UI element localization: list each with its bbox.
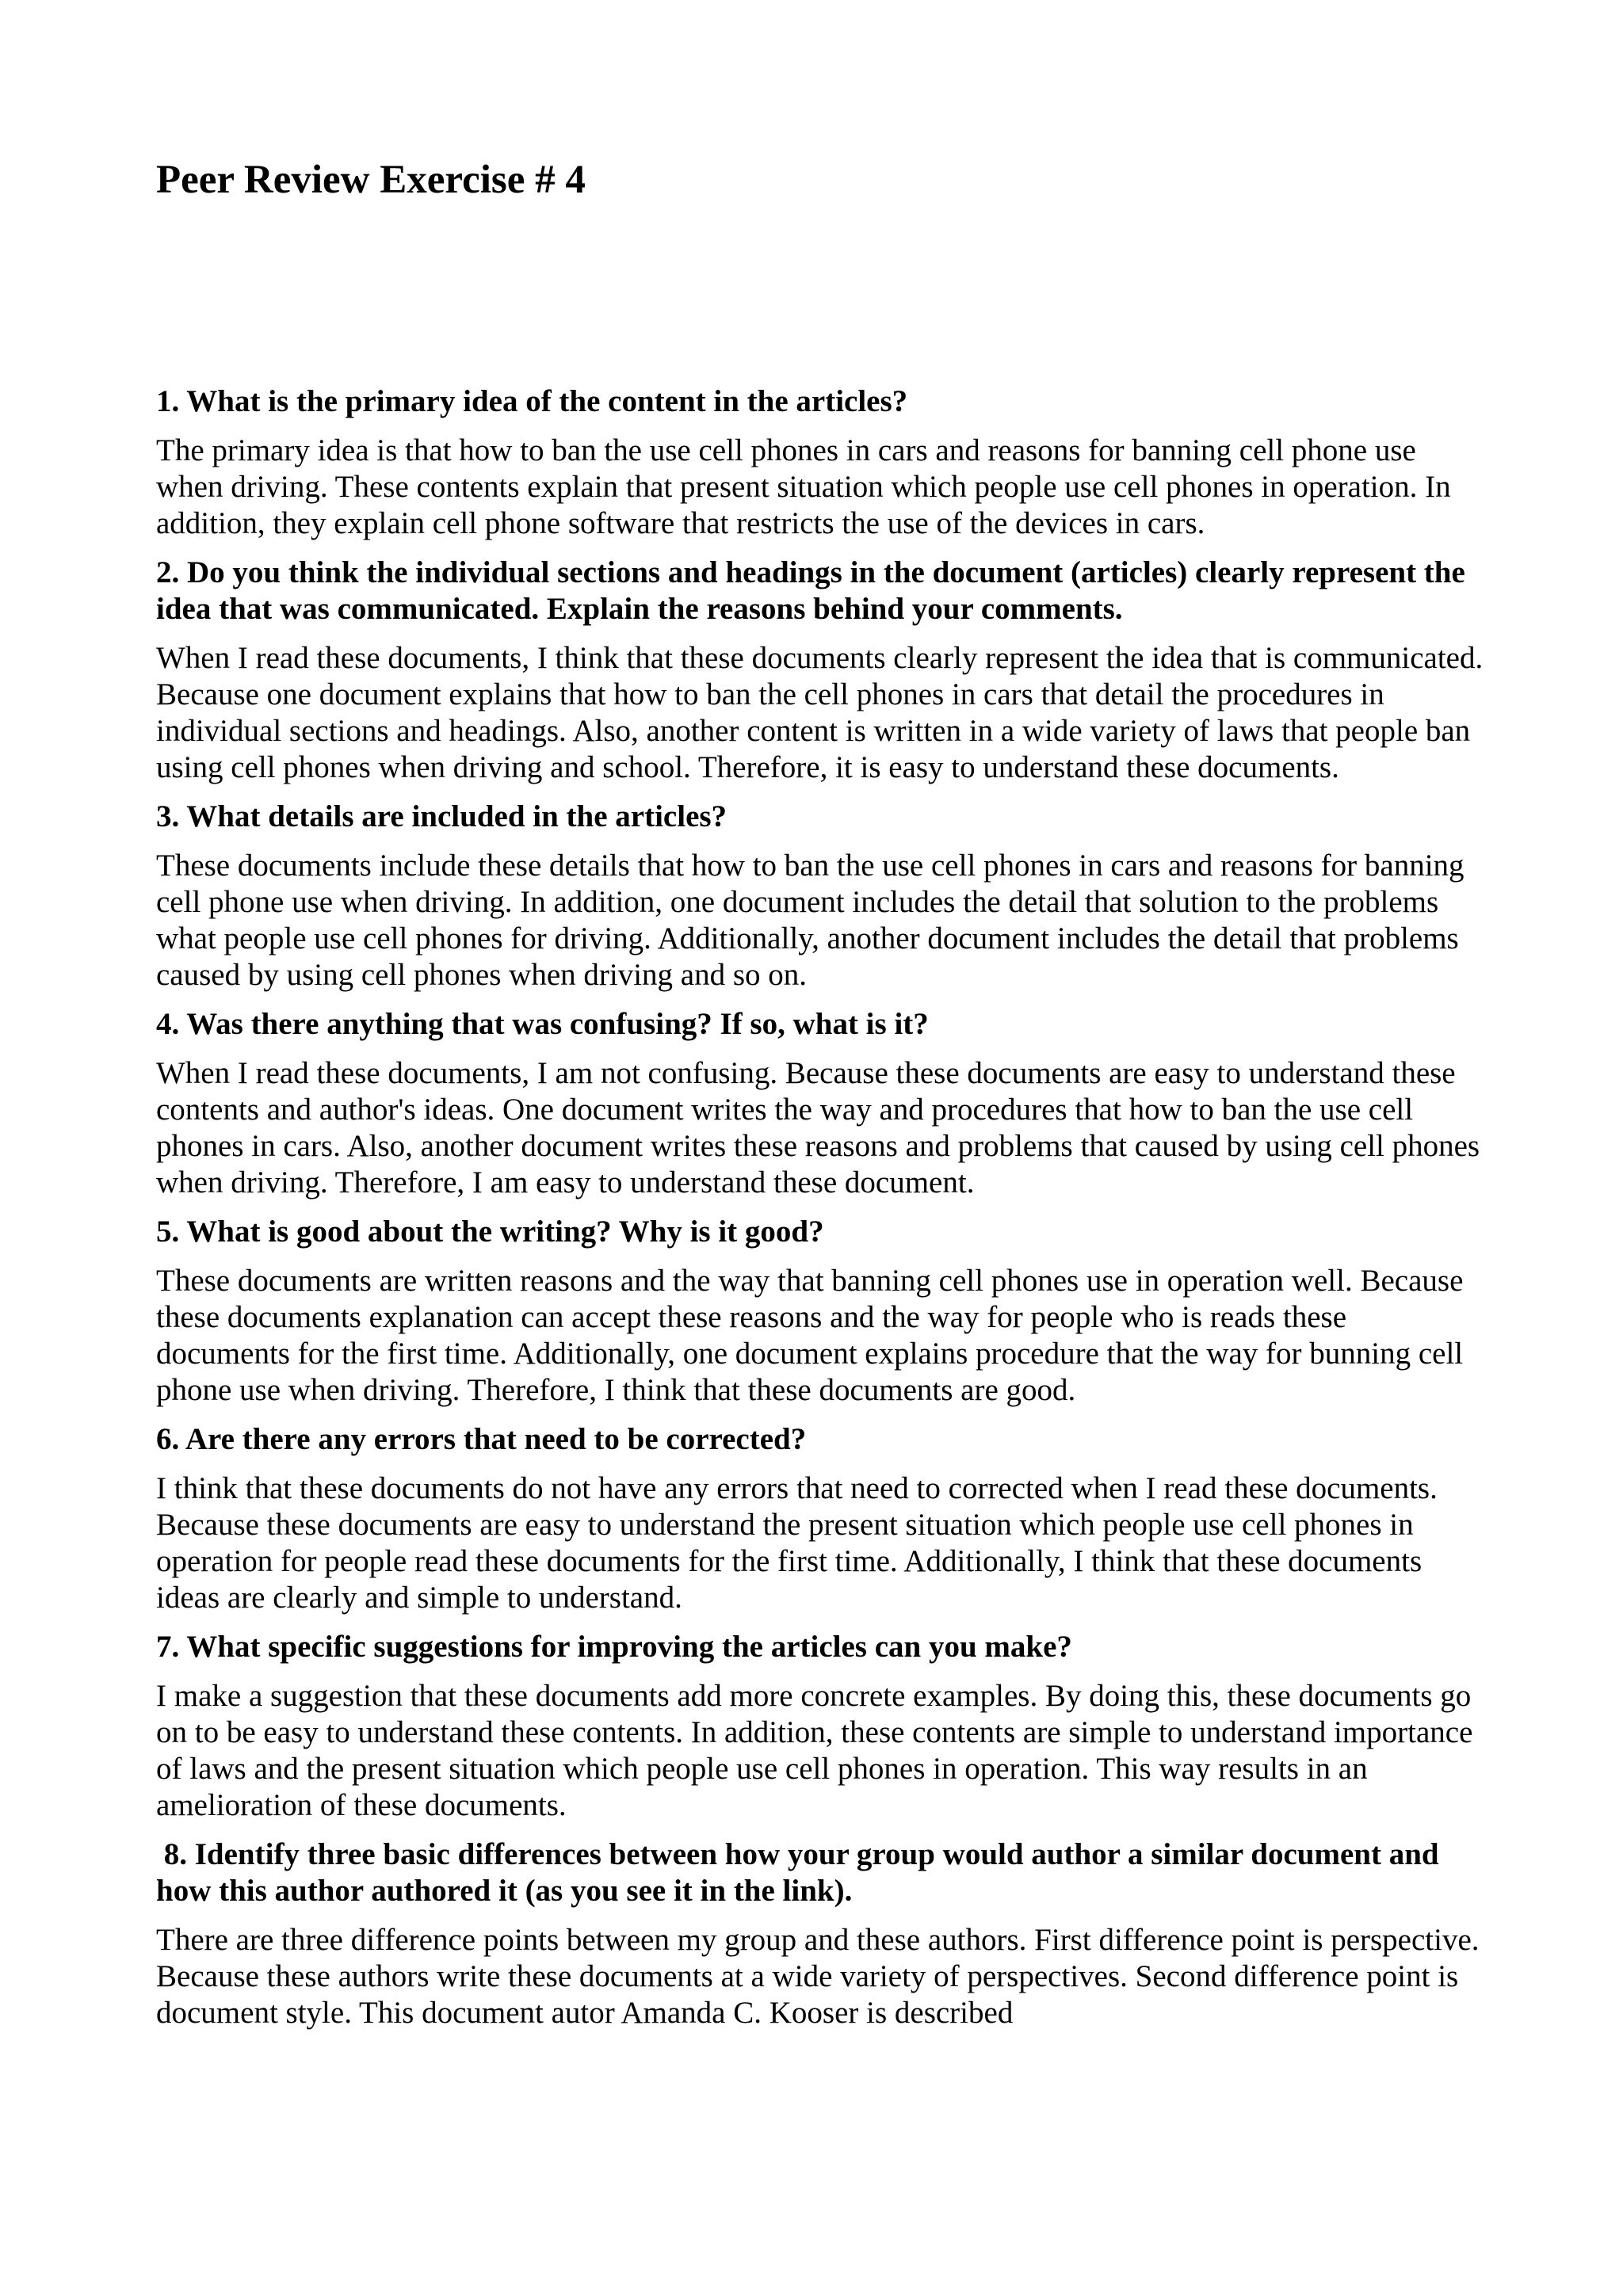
answer-1: The primary idea is that how to ban the use cell phones in cars and reasons for banning cell phone use when driving. These contents explain that present situation which people use cell phones in operation. In addition, they explain cell phone software that restricts the use of the devices in cars. (156, 433, 1451, 540)
answer-7: I make a suggestion that these documents add more concrete examples. By doing this, these documents go on to be easy to understand these contents. In addition, these contents are simple to understand importance of laws and the present situation which people use cell phones in operation. This way results in an amelioration of these documents. (156, 1679, 1473, 1822)
answer-5: These documents are written reasons and the way that banning cell phones use in operation well. Because these documents explanation can accept these reasons and the way for people who is reads these documents for the first time. Additionally, one document explains procedure that the way for bunning cell phone use when driving. Therefore, I think that these documents are good. (156, 1264, 1464, 1407)
question-1: 1. What is the primary idea of the content in the articles? (156, 384, 908, 418)
answer-8: There are three difference points between my group and these authors. First difference point is perspective. Because these authors write these documents at a wide variety of perspectives. Second difference point is document style. This document autor Amanda C. Kooser is described (156, 1923, 1480, 2030)
question-answer-list (156, 383, 1487, 2044)
question-6: 6. Are there any errors that need to be corrected? (156, 1422, 807, 1456)
answer-2: When I read these documents, I think that these documents clearly represent the idea that is communicated. Because one document explains that how to ban the cell phones in cars that detail the procedures in individual sections and headings. Also, another content is written in a wide variety of laws that people ban using cell phones when driving and school. Therefore, it is easy to understand these documents. (156, 641, 1484, 784)
question-5: 5. What is good about the writing? Why is it good? (156, 1215, 824, 1249)
answer-3: These documents include these details that how to ban the use cell phones in cars and reasons for banning cell phone use when driving. In addition, one document includes the detail that solution to the problems what people use cell phones for driving. Additionally, another document includes the detail that problems caused by using cell phones when driving and so on. (156, 849, 1465, 992)
document-title: Peer Review Exercise # 4 (156, 158, 586, 202)
answer-6: I think that these documents do not have any errors that need to corrected when I read these documents. Because these documents are easy to understand the present situation which people use cell phones in operation for people read these documents for the first time. Additionally, I think that these documents ideas are clearly and simple to understand. (156, 1471, 1438, 1615)
question-2: 2. Do you think the individual sections and headings in the document (articles) clearly represent the idea that was communicated. Explain the reasons behind your comments. (156, 555, 1465, 626)
question-3: 3. What details are included in the articles? (156, 799, 727, 833)
question-7: 7. What specific suggestions for improving the articles can you make? (156, 1630, 1072, 1664)
question-8: 8. Identify three basic differences between how your group would author a similar document and how this author authored it (as you see it in the link). (156, 1837, 1447, 1908)
answer-4: When I read these documents, I am not confusing. Because these documents are easy to understand these contents and author's ideas. One document writes the way and procedures that how to ban the use cell phones in cars. Also, another document writes these reasons and problems that caused by using cell phones when driving. Therefore, I am easy to understand these document. (156, 1056, 1480, 1199)
question-4: 4. Was there anything that was confusing? If so, what is it? (156, 1007, 929, 1041)
